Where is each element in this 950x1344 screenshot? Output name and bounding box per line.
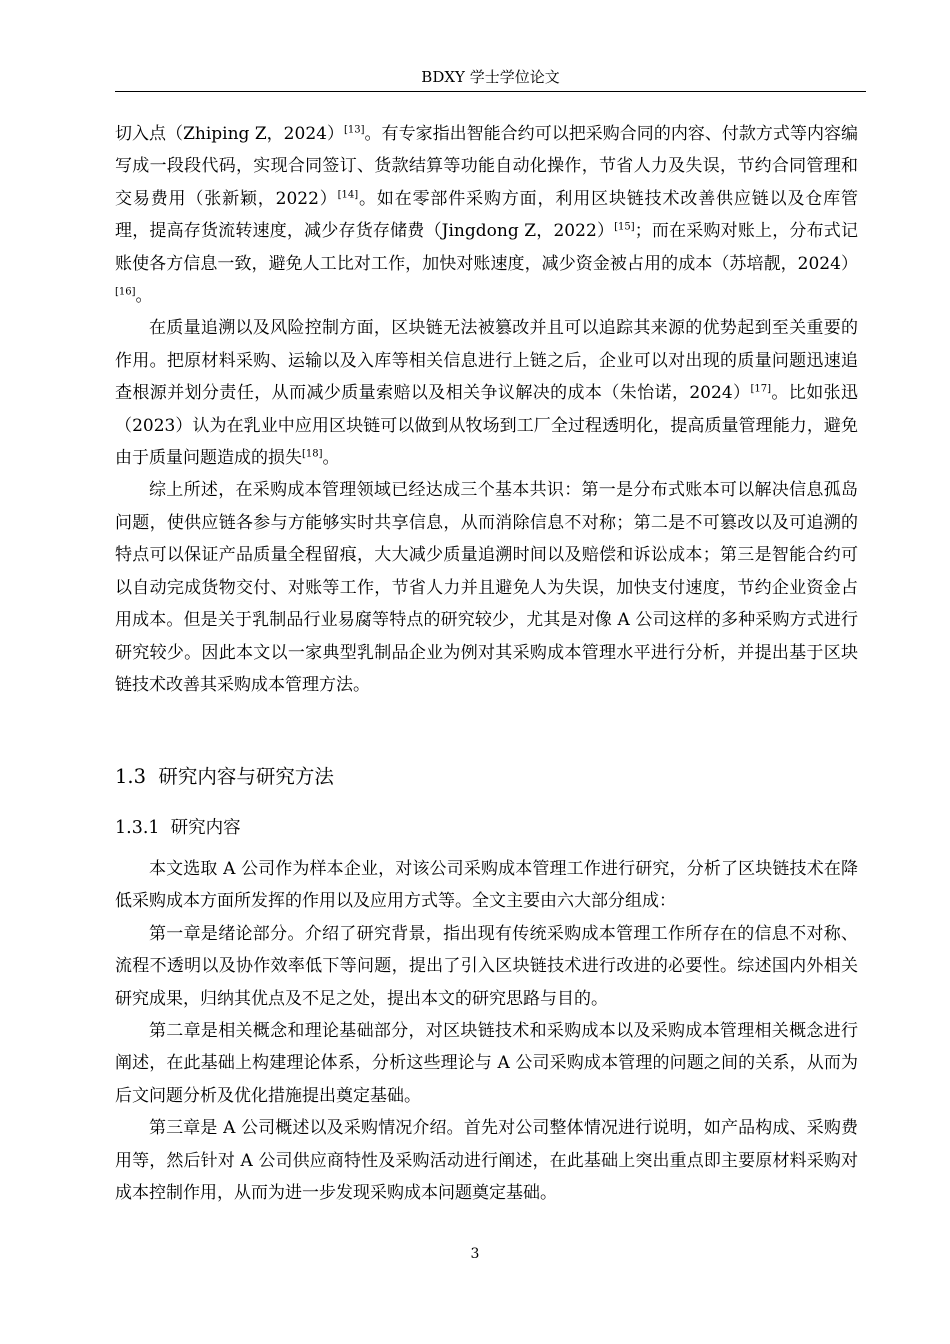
subsection-number: 1.3.1 — [115, 818, 160, 838]
paragraph-4: 本文选取 A 公司作为样本企业，对该公司采购成本管理工作进行研究，分析了区块链技术在降低采购成本方面所发挥的作用以及应用方式等。全文主要由六大部分组成： — [115, 859, 858, 912]
paragraph-7: 第三章是 A 公司概述以及采购情况介绍。首先对公司整体情况进行说明，如产品构成、采购费用等，然后针对 A 公司供应商特性及采购活动进行阐述，在此基础上突出重点即主要原材料采购对成本控制作用，从而为进一步发现采购成本问题奠定基础。 — [115, 1118, 858, 1204]
subsection-heading — [115, 813, 241, 843]
paragraph-1: 切入点（Zhiping Z，2024）[13]。有专家指出智能合约可以把采购合同的内容、付款方式等内容编写成一段段代码，实现合同签订、货款结算等功能自动化操作，节省人力及失误，节约合同管理和交易费用（张新颖，2022）[14]。如在零部件采购方面，利用区块链技术改善供应链以及仓库管理，提高存货流转速度，减少存货存储费（Jingdong Z，2022）[15]；而在采购对账上，分布式记账使各方信息一致，避免人工比对工作，加快对账速度，减少资金被占用的成本（苏培靓，2024）[16]。 — [115, 124, 859, 307]
section-title: 研究内容与研究方法 — [158, 765, 334, 788]
running-header: BDXY 学士学位论文 — [421, 68, 560, 86]
paragraph-3: 综上所述，在采购成本管理领域已经达成三个基本共识：第一是分布式账本可以解决信息孤岛问题，使供应链各参与方能够实时共享信息，从而消除信息不对称；第二是不可篡改以及可追溯的特点可以保证产品质量全程留痕，大大减少质量追溯时间以及赔偿和诉讼成本；第三是智能合约可以自动完成货物交付、对账等工作，节省人力并且避免人为失误，加快支付速度，节约企业资金占用成本。但是关于乳制品行业易腐等特点的研究较少，尤其是对像 A 公司这样的多种采购方式进行研究较少。因此本文以一家典型乳制品企业为例对其采购成本管理水平进行分析，并提出基于区块链技术改善其采购成本管理方法。 — [115, 480, 858, 695]
body-bottom — [115, 853, 858, 1209]
paragraph-2: 在质量追溯以及风险控制方面，区块链无法被篡改并且可以追踪其来源的优势起到至关重要的作用。把原材料采购、运输以及入库等相关信息进行上链之后，企业可以对出现的质量问题迅速追查根源并划分责任，从而减少质量索赔以及相关争议解决的成本（朱怡诺，2024）[17]。比如张迅（2023）认为在乳业中应用区块链可以做到从牧场到工厂全过程透明化，提高质量管理能力，避免由于质量问题造成的损失[18]。 — [115, 318, 859, 469]
section-number: 1.3 — [115, 765, 147, 788]
subsection-title: 研究内容 — [170, 818, 241, 838]
page-number: 3 — [470, 1246, 480, 1262]
paragraph-5: 第一章是绪论部分。介绍了研究背景，指出现有传统采购成本管理工作所存在的信息不对称、流程不透明以及协作效率低下等问题，提出了引入区块链技术进行改进的必要性。综述国内外相关研究成果，归纳其优点及不足之处，提出本文的研究思路与目的。 — [115, 923, 858, 1009]
paragraph-6: 第二章是相关概念和理论基础部分，对区块链技术和采购成本以及采购成本管理相关概念进行阐述，在此基础上构建理论体系，分析这些理论与 A 公司采购成本管理的问题之间的关系，从而为后文问题分析及优化措施提出奠定基础。 — [115, 1021, 858, 1106]
body-top — [115, 118, 858, 701]
header-rule — [115, 91, 866, 92]
section-heading — [115, 762, 334, 792]
